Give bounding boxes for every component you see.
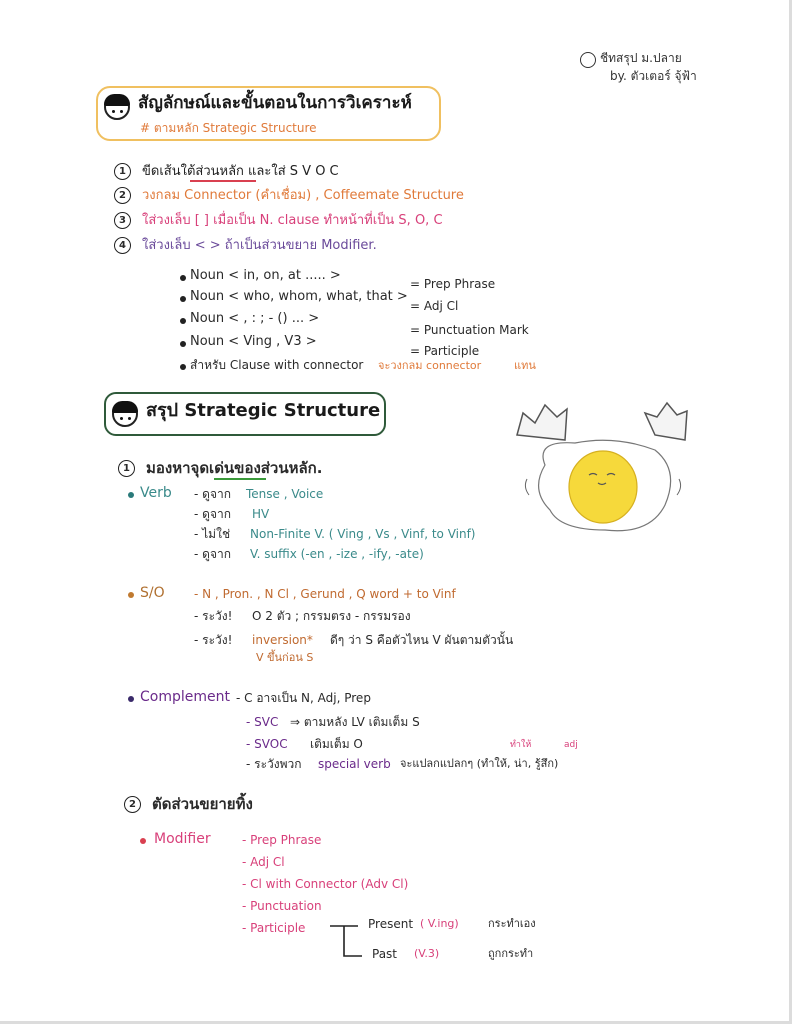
clause-note-c: แทน [514,359,536,372]
step-text: ขีดเส้นใต้ส่วนหลัก และใส่ S V O C [142,164,339,179]
past-th: ถูกกระทำ [488,947,534,960]
bullet [180,341,186,347]
bullet [128,696,134,702]
complement-svc: - SVC [246,715,279,729]
complement-svoc: - SVOC [246,737,288,751]
complement-label: Complement [140,689,230,705]
section1-title: สัญลักษณ์และขั้นตอนในการวิเคราะห์ [138,93,412,113]
girl-face-icon [104,94,130,120]
bullet [180,364,186,370]
step-number: 4 [114,237,131,254]
modifier-right: = Punctuation Mark [410,323,529,337]
clause-note-b: จะวงกลม connector [378,359,482,372]
verb-dash: - ไม่ใช่ [194,527,231,541]
modifier-label: Modifier [154,831,211,847]
underline-mark [214,478,266,480]
step-number: 3 [114,212,131,229]
step-text: วงกลม Connector (คำเชื่อม) , Coffeemate Structure [142,188,464,203]
section1-subtitle: # ตามหลัก Strategic Structure [140,121,317,135]
present-label: Present [368,917,414,931]
complement-special-verb: special verb [318,757,391,771]
so-line2: O 2 ตัว ; กรรมตรง - กรรมรอง [252,609,411,623]
bullet [128,492,134,498]
complement-note-a: ทำให้ [510,740,532,750]
step-text: ใส่วงเล็บ < > ถ้าเป็นส่วนขยาย Modifier. [142,238,377,253]
complement-line4c: จะแปลกแปลกๆ (ทำให้, น่า, รู้สึก) [400,757,559,770]
section2-title: สรุป Strategic Structure [146,400,381,421]
complement-note-b: adj [564,740,578,750]
present-th: กระทำเอง [488,917,536,930]
modifier-left: Noun < in, on, at ..... > [190,268,341,283]
so-line3: ดีๆ ว่า S คือตัวไหน V ผันตามตัวนั้น [330,633,514,647]
verb-text: Non-Finite V. ( Ving , Vs , Vinf, to Vinf) [250,527,476,541]
step-number: 1 [114,163,131,180]
verb-dash: - ดูจาก [194,507,231,521]
modifier-left: Noun < Ving , V3 > [190,334,317,349]
bullet [128,592,134,598]
modifier-right: = Participle [410,344,480,358]
bullet [140,838,146,844]
verb-text: HV [252,507,270,521]
modifier-right: = Prep Phrase [410,277,496,291]
so-label: S/O [140,585,165,601]
part1-title: มองหาจุดเด่นของส่วนหลัก. [146,459,323,477]
so-warning: - ระวัง! [194,633,233,647]
modifier-item: - Adj Cl [242,855,285,869]
so-inversion: inversion* [252,633,313,647]
signature-line2: by. ตัวเตอร์ จุ้ฟ้า [610,69,697,83]
signature-line1: ชีทสรุป ม.ปลาย [600,51,682,65]
girl-face-icon [112,401,138,427]
part-number-icon: 1 [118,460,135,477]
modifier-item: - Punctuation [242,899,322,913]
so-line4: V ขึ้นก่อน S [256,651,314,664]
verb-text: Tense , Voice [246,487,324,501]
part2-title: ตัดส่วนขยายทิ้ง [152,795,253,813]
part-number-icon: 2 [124,796,141,813]
complement-line4a: - ระวังพวก [246,757,302,771]
verb-label: Verb [140,485,172,501]
verb-text: V. suffix (-en , -ize , -ify, -ate) [250,547,424,561]
past-label: Past [372,947,398,961]
bracket-connector [328,916,368,964]
clause-note-a: สำหรับ Clause with connector [190,358,364,372]
modifier-left: Noun < , : ; - () ... > [190,311,320,326]
step-text: ใส่วงเล็บ [ ] เมื่อเป็น N. clause ทำหน้าที่เป็น S, O, C [142,213,443,228]
so-warning: - ระวัง! [194,609,233,623]
complement-line2: ⇒ ตามหลัง LV เติมเต็ม S [290,715,420,729]
smiley-icon [580,52,596,68]
modifier-item: - Cl with Connector (Adv Cl) [242,877,409,891]
step-number: 2 [114,187,131,204]
bullet [180,318,186,324]
verb-dash: - ดูจาก [194,487,231,501]
modifier-item: - Prep Phrase [242,833,322,847]
so-line1: - N , Pron. , N Cl , Gerund , Q word + to Vinf [194,587,456,601]
past-v: (V.3) [414,947,440,960]
verb-dash: - ดูจาก [194,547,231,561]
complement-line1: - C อาจเป็น N, Adj, Prep [236,691,371,705]
bullet [180,296,186,302]
bullet [180,275,186,281]
modifier-right: = Adj Cl [410,299,459,313]
modifier-left: Noun < who, whom, what, that > [190,289,408,304]
modifier-item: - Participle [242,921,306,935]
complement-line3: เติมเต็ม O [310,737,363,751]
hatching-chick-icon [505,395,695,545]
underline-mark [190,180,256,182]
present-v: ( V.ing) [420,917,459,930]
